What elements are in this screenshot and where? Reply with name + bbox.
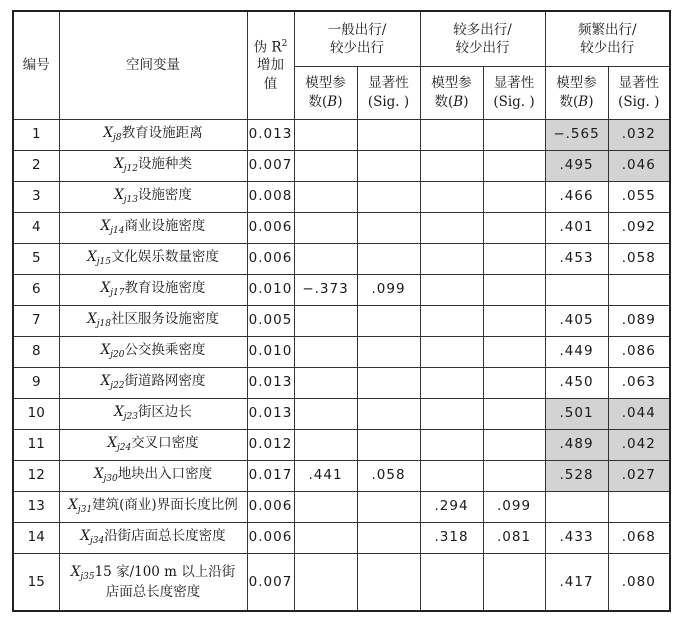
sig-cell: .099 <box>483 491 545 522</box>
subheader-sig: 显著性 (Sig. ) <box>483 66 545 119</box>
sig-cell <box>483 460 545 491</box>
variable-symbol: X <box>87 311 97 328</box>
variable-label: 沿街店面总长度密度 <box>104 528 226 545</box>
coef-cell <box>294 305 357 336</box>
variable-label: 设施密度 <box>137 187 192 204</box>
sig-cell <box>357 305 420 336</box>
sig-cell <box>357 429 420 460</box>
table-row <box>13 491 670 522</box>
r2-value: 0.013 <box>247 398 294 429</box>
coef-cell: .449 <box>545 336 608 367</box>
variable-subscript: j35 <box>80 571 95 582</box>
variable-subscript: j31 <box>77 505 93 516</box>
coef-cell <box>294 367 357 398</box>
variable-label: 教育设施距离 <box>121 125 203 142</box>
sig-cell: .032 <box>608 119 670 150</box>
row-id: 7 <box>13 305 59 336</box>
sig-cell: .089 <box>608 305 670 336</box>
sig-cell <box>483 553 545 611</box>
variable-symbol: X <box>80 528 90 545</box>
sig-cell: .042 <box>608 429 670 460</box>
coef-cell <box>294 243 357 274</box>
table-row <box>13 305 670 336</box>
coef-cell: .489 <box>545 429 608 460</box>
coef-cell: .433 <box>545 522 608 553</box>
coef-cell <box>294 398 357 429</box>
coef-cell: .441 <box>294 460 357 491</box>
r2-value: 0.006 <box>247 491 294 522</box>
coef-cell <box>420 243 483 274</box>
variable-symbol: X <box>114 156 124 173</box>
table-row <box>13 460 670 491</box>
sig-cell: .058 <box>608 243 670 274</box>
variable-name <box>59 181 247 212</box>
sig-cell <box>483 398 545 429</box>
variable-symbol: X <box>87 249 97 266</box>
variable-name <box>59 305 247 336</box>
regression-table <box>12 10 671 612</box>
sig-cell <box>608 274 670 305</box>
coef-cell: .450 <box>545 367 608 398</box>
row-id: 3 <box>13 181 59 212</box>
coef-cell <box>420 274 483 305</box>
coef-cell <box>294 336 357 367</box>
variable-label: 街区边长 <box>137 404 192 421</box>
table-row <box>13 150 670 181</box>
row-id: 14 <box>13 522 59 553</box>
header-group-3: 频繁出行/ 较少出行 <box>545 11 670 66</box>
sig-cell <box>357 336 420 367</box>
row-id: 15 <box>13 553 59 611</box>
variable-name <box>59 274 247 305</box>
sig-cell <box>357 212 420 243</box>
sig-cell <box>483 243 545 274</box>
r2-value: 0.010 <box>247 274 294 305</box>
r2-value: 0.013 <box>247 119 294 150</box>
header-r2: 伪 $R^2$ 增加 值 <box>247 11 294 119</box>
coef-cell <box>294 491 357 522</box>
coef-cell: −.565 <box>545 119 608 150</box>
coef-cell <box>420 398 483 429</box>
variable-subscript: j22 <box>110 381 125 392</box>
row-id: 12 <box>13 460 59 491</box>
table-row <box>13 243 670 274</box>
variable-name <box>59 243 247 274</box>
variable-label: 交叉口密度 <box>131 435 199 452</box>
variable-label: 设施种类 <box>137 156 192 173</box>
variable-name <box>59 429 247 460</box>
variable-label: 街道路网密度 <box>124 373 206 390</box>
table-row <box>13 181 670 212</box>
variable-label: 文化娱乐数量密度 <box>110 249 219 266</box>
row-id: 9 <box>13 367 59 398</box>
coef-cell: .453 <box>545 243 608 274</box>
sig-cell <box>357 119 420 150</box>
sig-cell: .046 <box>608 150 670 181</box>
header-group-2: 较多出行/ 较少出行 <box>420 11 545 66</box>
sig-cell <box>483 305 545 336</box>
variable-subscript: j13 <box>123 195 138 206</box>
sig-cell: .058 <box>357 460 420 491</box>
variable-subscript: j34 <box>89 536 105 547</box>
variable-label: 教育设施密度 <box>124 280 206 297</box>
sig-cell: .027 <box>608 460 670 491</box>
subheader-b: 模型参 数(B) <box>545 66 608 119</box>
table-row <box>13 398 670 429</box>
coef-cell <box>294 429 357 460</box>
table-row <box>13 522 670 553</box>
r2-value: 0.006 <box>247 243 294 274</box>
variable-label-line2: 店面总长度密度 <box>105 583 201 600</box>
row-id: 10 <box>13 398 59 429</box>
table-row <box>13 367 670 398</box>
variable-symbol: X <box>70 563 81 580</box>
coef-cell: .294 <box>420 491 483 522</box>
table-row <box>13 336 670 367</box>
subheader-b: 模型参 数(B) <box>420 66 483 119</box>
sig-cell <box>483 429 545 460</box>
header-id: 编号 <box>13 11 59 119</box>
r2-value: 0.007 <box>247 553 294 611</box>
variable-label: 建筑(商业)界面长度比例 <box>92 497 238 514</box>
coef-cell: .417 <box>545 553 608 611</box>
table-row <box>13 274 670 305</box>
variable-subscript: j18 <box>96 319 111 330</box>
coef-cell: −.373 <box>294 274 357 305</box>
r2-value: 0.013 <box>247 367 294 398</box>
coef-cell <box>420 181 483 212</box>
variable-subscript: j17 <box>110 288 125 299</box>
sig-cell <box>483 212 545 243</box>
variable-name <box>59 398 247 429</box>
variable-symbol: X <box>100 373 111 390</box>
sig-cell <box>357 243 420 274</box>
coef-cell: .528 <box>545 460 608 491</box>
coef-cell <box>294 119 357 150</box>
subheader-sig: 显著性 (Sig. ) <box>357 66 420 119</box>
variable-symbol: X <box>107 435 117 452</box>
coef-cell <box>294 181 357 212</box>
row-id: 6 <box>13 274 59 305</box>
sig-cell: .068 <box>608 522 670 553</box>
sig-cell: .081 <box>483 522 545 553</box>
header-variable: 空间变量 <box>59 11 247 119</box>
variable-subscript: j15 <box>96 257 111 268</box>
row-id: 2 <box>13 150 59 181</box>
sig-cell <box>483 274 545 305</box>
sig-cell: .044 <box>608 398 670 429</box>
sig-cell <box>483 181 545 212</box>
variable-name <box>59 553 247 611</box>
variable-name <box>59 119 247 150</box>
variable-symbol: X <box>93 466 104 483</box>
row-id: 5 <box>13 243 59 274</box>
r2-value: 0.007 <box>247 150 294 181</box>
sig-cell: .055 <box>608 181 670 212</box>
variable-symbol: X <box>100 280 111 297</box>
sig-cell: .080 <box>608 553 670 611</box>
r2-value: 0.006 <box>247 212 294 243</box>
coef-cell <box>420 367 483 398</box>
sig-cell <box>357 491 420 522</box>
sig-cell: .063 <box>608 367 670 398</box>
variable-subscript: j8 <box>113 133 122 144</box>
sig-cell <box>357 150 420 181</box>
r2-value: 0.006 <box>247 522 294 553</box>
sig-cell: .099 <box>357 274 420 305</box>
coef-cell: .318 <box>420 522 483 553</box>
variable-subscript: j20 <box>110 350 125 361</box>
coef-cell: .401 <box>545 212 608 243</box>
coef-cell: .466 <box>545 181 608 212</box>
sig-cell <box>357 398 420 429</box>
variable-symbol: X <box>100 218 111 235</box>
subheader-b: 模型参 数(B) <box>294 66 357 119</box>
table-row <box>13 553 670 611</box>
coef-cell: .495 <box>545 150 608 181</box>
coef-cell <box>294 522 357 553</box>
table-row <box>13 212 670 243</box>
sig-cell <box>357 367 420 398</box>
sig-cell <box>483 150 545 181</box>
variable-symbol: X <box>100 342 111 359</box>
coef-cell <box>545 274 608 305</box>
coef-cell: .405 <box>545 305 608 336</box>
table-row <box>13 429 670 460</box>
r2-value: 0.017 <box>247 460 294 491</box>
coef-cell <box>420 305 483 336</box>
coef-cell: .501 <box>545 398 608 429</box>
coef-cell <box>545 491 608 522</box>
sig-cell: .092 <box>608 212 670 243</box>
r2-value: 0.005 <box>247 305 294 336</box>
coef-cell <box>294 212 357 243</box>
variable-label: 社区服务设施密度 <box>110 311 219 328</box>
variable-name <box>59 491 247 522</box>
variable-label: 地块出入口密度 <box>117 466 213 483</box>
header-group-1: 一般出行/ 较少出行 <box>294 11 420 66</box>
r2-value: 0.012 <box>247 429 294 460</box>
r2-value: 0.010 <box>247 336 294 367</box>
variable-symbol: X <box>114 404 124 421</box>
coef-cell <box>294 553 357 611</box>
coef-cell <box>420 429 483 460</box>
coef-cell <box>420 212 483 243</box>
variable-symbol: X <box>68 497 78 514</box>
variable-symbol: X <box>103 125 114 142</box>
row-id: 11 <box>13 429 59 460</box>
row-id: 4 <box>13 212 59 243</box>
variable-symbol: X <box>114 187 124 204</box>
sig-cell <box>483 367 545 398</box>
sig-cell <box>608 491 670 522</box>
r2-value: 0.008 <box>247 181 294 212</box>
coef-cell <box>420 553 483 611</box>
table-row <box>13 119 670 150</box>
subheader-sig: 显著性 (Sig. ) <box>608 66 670 119</box>
coef-cell <box>420 150 483 181</box>
coef-cell <box>294 150 357 181</box>
variable-subscript: j24 <box>116 443 132 454</box>
variable-name <box>59 212 247 243</box>
variable-name <box>59 336 247 367</box>
sig-cell <box>357 522 420 553</box>
variable-name <box>59 150 247 181</box>
variable-name <box>59 460 247 491</box>
row-id: 13 <box>13 491 59 522</box>
variable-subscript: j30 <box>103 474 118 485</box>
variable-label: 公交换乘密度 <box>124 342 206 359</box>
row-id: 1 <box>13 119 59 150</box>
coef-cell <box>420 119 483 150</box>
sig-cell: .086 <box>608 336 670 367</box>
coef-cell <box>420 460 483 491</box>
coef-cell <box>420 336 483 367</box>
row-id: 8 <box>13 336 59 367</box>
variable-name <box>59 367 247 398</box>
variable-label: 商业设施密度 <box>124 218 206 235</box>
sig-cell <box>483 336 545 367</box>
variable-label: 15 家/100 m 以上沿街 <box>94 563 236 580</box>
sig-cell <box>357 553 420 611</box>
sig-cell <box>357 181 420 212</box>
variable-name <box>59 522 247 553</box>
sig-cell <box>483 119 545 150</box>
variable-subscript: j14 <box>110 226 125 237</box>
variable-subscript: j12 <box>123 164 138 175</box>
variable-subscript: j23 <box>123 412 138 423</box>
